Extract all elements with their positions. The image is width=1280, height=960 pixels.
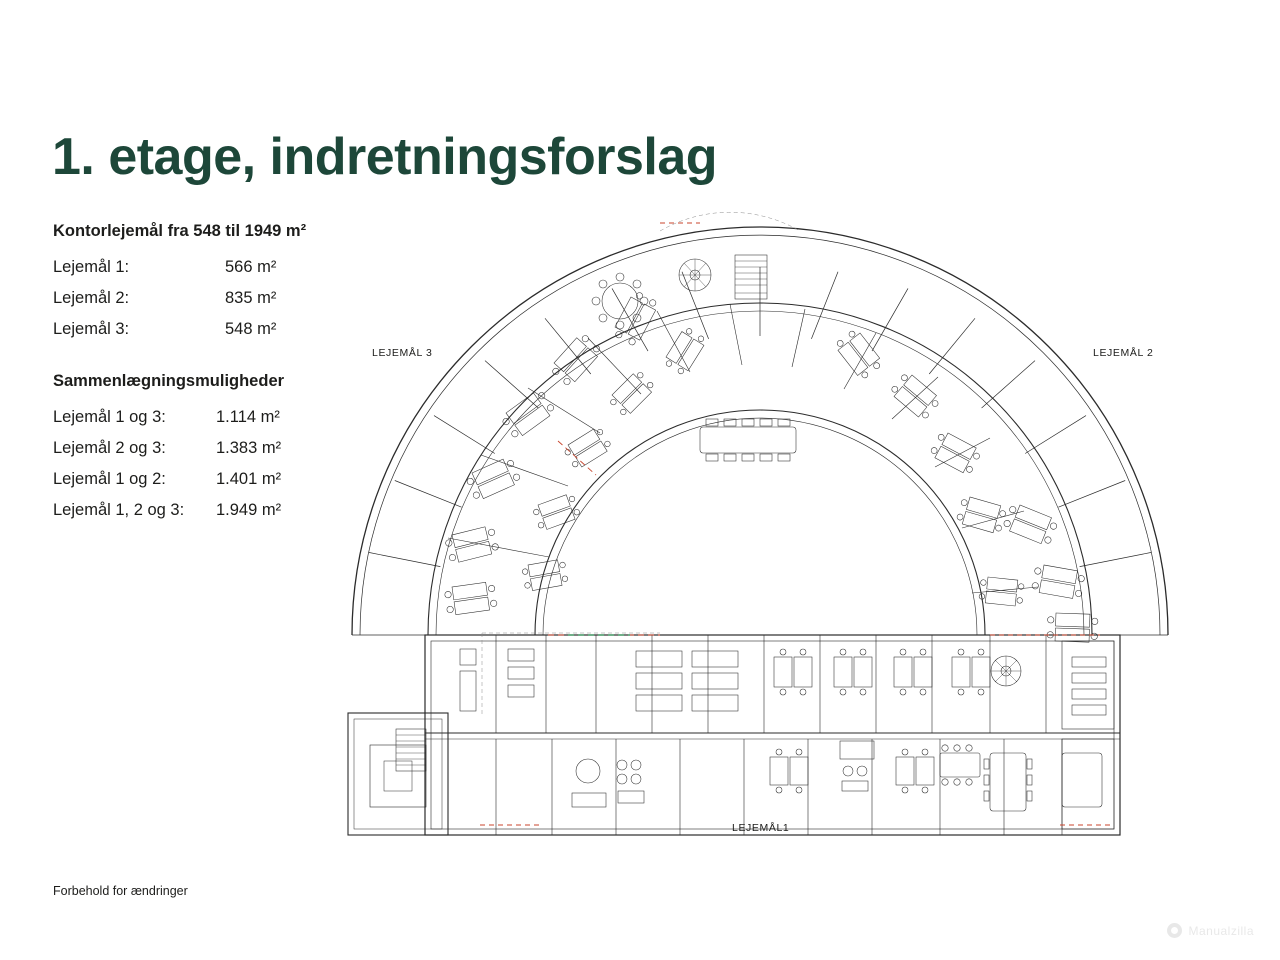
merge-value: 1.114 m² (216, 408, 280, 426)
floorplan (300, 205, 1220, 845)
floorplan-drawing (300, 205, 1220, 845)
merge-options-heading: Sammenlægningsmuligheder (53, 372, 285, 390)
lease-label: Lejemål 1: (53, 258, 130, 276)
zone-label-lejemaal-3: LEJEMÅL 3 (372, 347, 433, 359)
merge-value: 1.401 m² (216, 470, 282, 488)
page-title: 1. etage, indretningsforslag (52, 127, 718, 186)
watermark-icon (1167, 923, 1182, 938)
zone-label-lejemaal-2: LEJEMÅL 2 (1093, 347, 1154, 359)
merge-label: Lejemål 2 og 3: (53, 439, 166, 457)
merge-value: 1.949 m² (216, 501, 282, 519)
lease-label: Lejemål 2: (53, 289, 130, 307)
lease-value: 566 m² (225, 258, 277, 276)
merge-value: 1.383 m² (216, 439, 282, 457)
watermark (1167, 923, 1254, 938)
lease-value: 835 m² (225, 289, 277, 307)
lease-label: Lejemål 3: (53, 320, 130, 338)
footer-note: Forbehold for ændringer (53, 884, 188, 898)
lease-summary-heading: Kontorlejemål fra 548 til 1949 m² (53, 222, 307, 240)
watermark-text: Manualzilla (1188, 923, 1254, 938)
zone-label-lejemaal-1: LEJEMÅL1 (732, 822, 790, 834)
merge-label: Lejemål 1 og 2: (53, 470, 166, 488)
lease-value: 548 m² (225, 320, 277, 338)
merge-label: Lejemål 1 og 3: (53, 408, 166, 426)
merge-label: Lejemål 1, 2 og 3: (53, 501, 185, 519)
